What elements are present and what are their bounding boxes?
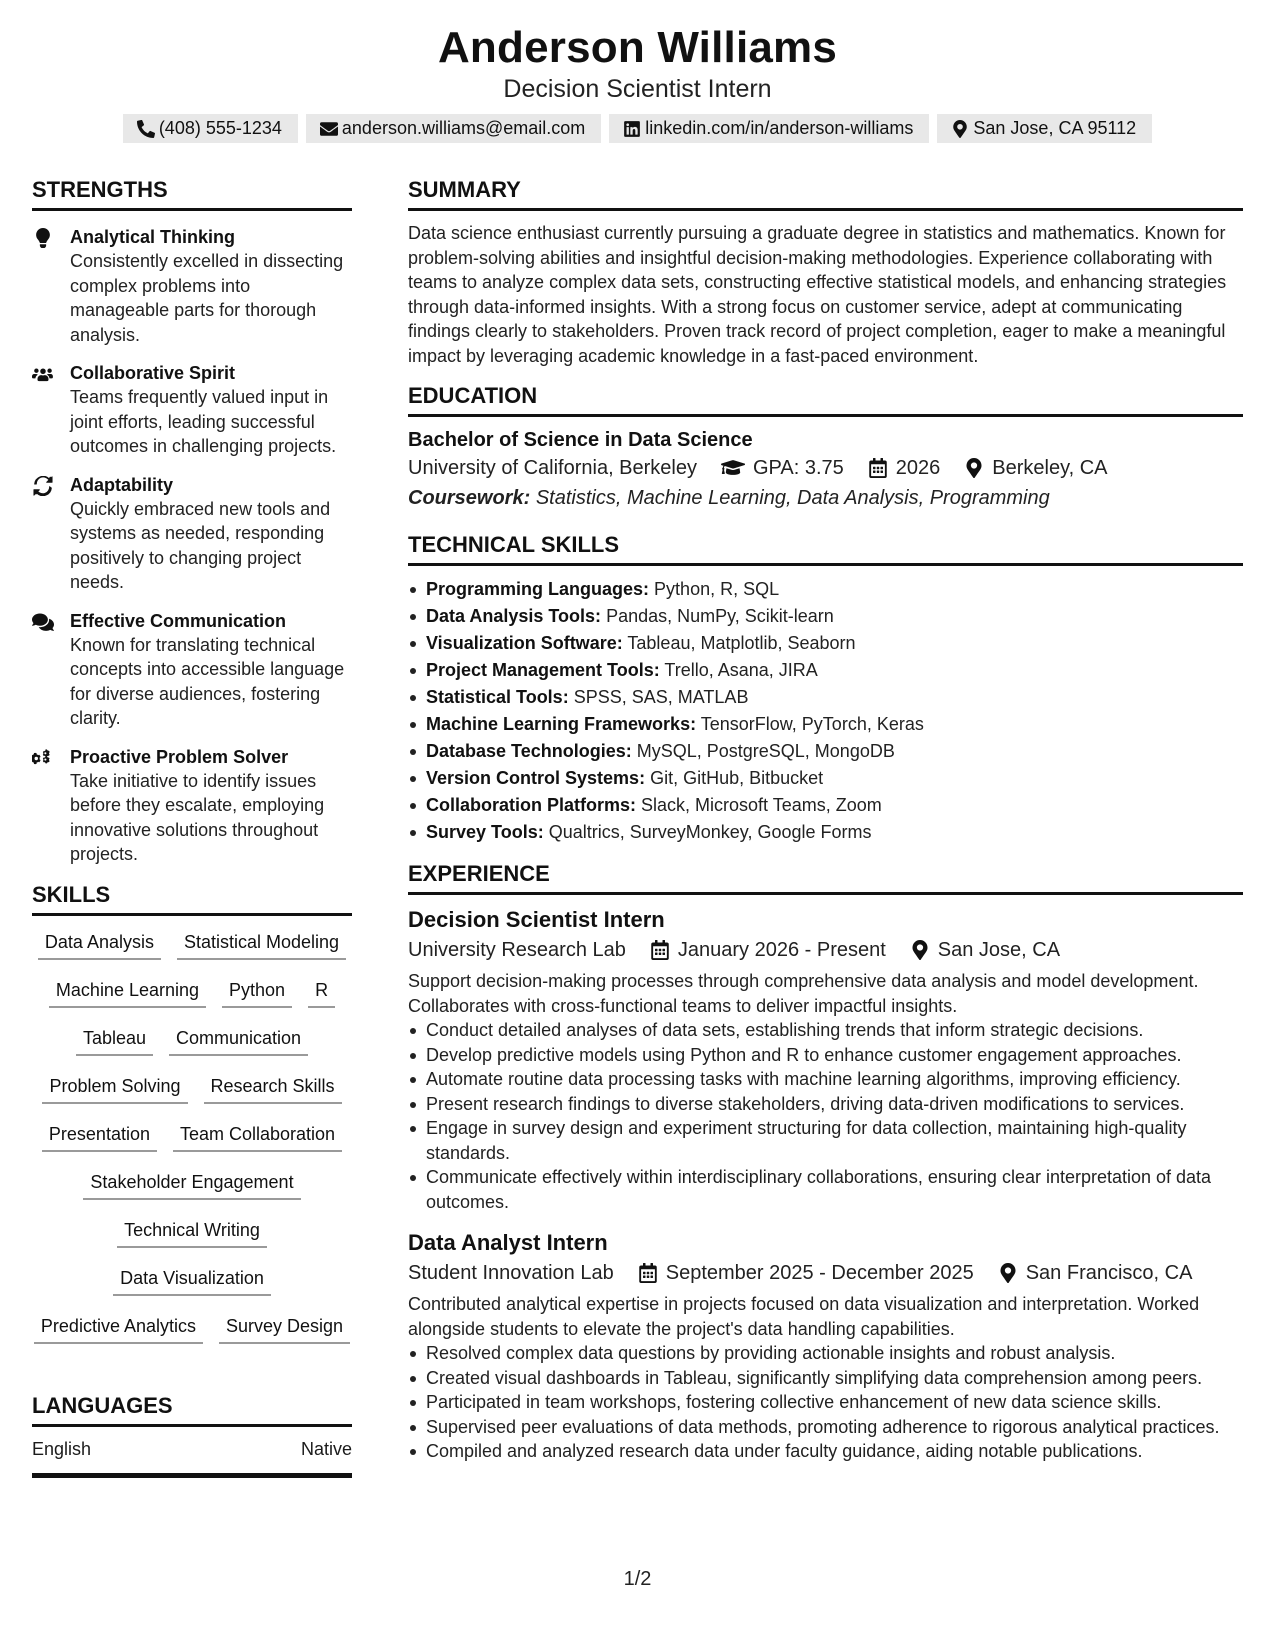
- list-item: Compiled and analyzed research data under faculty guidance, aiding notable publications.: [408, 1439, 1243, 1464]
- coursework-list: Statistics, Machine Learning, Data Analysis, Programming: [535, 487, 1050, 509]
- strength-item: [32, 473, 352, 595]
- job-title: Decision Scientist Intern: [408, 907, 665, 932]
- experience-entry: [408, 905, 1243, 1214]
- list-item: Created visual dashboards in Tableau, significantly simplifying data comprehension among peers.: [408, 1366, 1243, 1391]
- coursework-label: Coursework:: [408, 487, 531, 509]
- skill-tag: Machine Learning: [49, 978, 206, 1008]
- language-level: Native: [300, 1438, 352, 1459]
- list-item: Resolved complex data questions by providing actionable insights and robust analysis.: [408, 1341, 1243, 1366]
- skill-tag: Stakeholder Engagement: [83, 1170, 300, 1200]
- skill-tag: Data Visualization: [113, 1266, 271, 1296]
- experience-heading: EXPERIENCE: [408, 860, 1243, 895]
- list-item: Version Control Systems: Git, GitHub, Bitbucket: [408, 765, 1243, 792]
- job-meta: [408, 1258, 1243, 1288]
- strength-name: Effective Communication: [70, 610, 287, 631]
- list-item: Visualization Software: Tableau, Matplotlib, Seaborn: [408, 630, 1243, 657]
- languages-heading: LANGUAGES: [32, 1392, 352, 1427]
- list-item: Statistical Tools: SPSS, SAS, MATLAB: [408, 684, 1243, 711]
- list-item: Database Technologies: MySQL, PostgreSQL, MongoDB: [408, 738, 1243, 765]
- language-name: English: [32, 1438, 92, 1459]
- contact-text: linkedin.com/in/anderson-williams: [645, 118, 914, 138]
- education-location: Berkeley, CA: [992, 457, 1108, 479]
- contact-text: (408) 555-1234: [158, 118, 282, 138]
- skill-tag: Predictive Analytics: [34, 1314, 203, 1344]
- list-item: Present research findings to diverse stakeholders, driving data-driven modifications to services.: [408, 1092, 1243, 1117]
- resume-header: [0, 0, 1275, 143]
- linkedin-icon: [623, 120, 641, 138]
- education-degree: Bachelor of Science in Data Science: [408, 429, 753, 451]
- strength-desc: Consistently excelled in dissecting complex problems into manageable parts for thorough analysis.: [70, 251, 344, 345]
- comments-icon: [32, 612, 54, 632]
- job-bullets: [408, 1018, 1243, 1214]
- job-description: Contributed analytical expertise in projects focused on data visualization and interpretation. Worked alongside students to elevate the project's data handling capabilities.: [408, 1294, 1200, 1339]
- skill-tag: Research Skills: [204, 1074, 342, 1104]
- job-company: Student Innovation Lab: [408, 1262, 614, 1284]
- job-dates: September 2025 - December 2025: [665, 1262, 974, 1284]
- list-item: Project Management Tools: Trello, Asana, JIRA: [408, 657, 1243, 684]
- skill-tag: Survey Design: [219, 1314, 350, 1344]
- strength-name: Proactive Problem Solver: [70, 746, 289, 767]
- education-gpa: GPA: 3.75: [753, 457, 844, 479]
- graduation-cap-icon: [721, 458, 745, 478]
- list-item: Communicate effectively within interdisciplinary collaborations, ensuring clear interpretation of data outcomes.: [408, 1165, 1243, 1214]
- list-item: Develop predictive models using Python and R to enhance customer engagement approaches.: [408, 1043, 1243, 1068]
- skill-tag: Technical Writing: [117, 1218, 267, 1248]
- job-company: University Research Lab: [408, 939, 626, 961]
- skill-tag: Python: [222, 978, 292, 1008]
- right-column: [408, 176, 1243, 1478]
- education-school: University of California, Berkeley: [408, 457, 697, 479]
- skill-tag: Communication: [169, 1026, 308, 1056]
- job-title: Data Analyst Intern: [408, 1230, 608, 1255]
- contact-text: anderson.williams@email.com: [341, 118, 586, 138]
- strength-item: [32, 745, 352, 867]
- contact-phone: [123, 114, 298, 143]
- contact-linkedin: [609, 114, 929, 143]
- education-year: 2026: [895, 457, 941, 479]
- education-meta: [408, 453, 1243, 483]
- strengths-heading: STRENGTHS: [32, 176, 352, 211]
- skill-tag: Presentation: [42, 1122, 157, 1152]
- strength-desc: Known for translating technical concepts into accessible language for diverse audiences, fostering clarity.: [70, 634, 345, 728]
- language-row: [32, 1427, 352, 1478]
- experience-entry: [408, 1228, 1243, 1464]
- map-pin-icon: [951, 120, 969, 138]
- candidate-name: Anderson Williams: [437, 23, 838, 72]
- job-description: Support decision-making processes through comprehensive data analysis and model development. Collaborates with cross-functional teams to deliver impactful insights.: [408, 971, 1199, 1016]
- map-pin-icon: [910, 940, 930, 960]
- map-pin-icon: [998, 1263, 1018, 1283]
- page-number: 1/2: [623, 1568, 652, 1590]
- list-item: Participated in team workshops, fostering collective enhancement of new data science skills.: [408, 1390, 1243, 1415]
- contact-text: San Jose, CA 95112: [973, 118, 1137, 138]
- envelope-icon: [320, 120, 338, 138]
- job-location: San Jose, CA: [937, 939, 1061, 961]
- technical-skills-list: [408, 576, 1243, 846]
- users-icon: [32, 364, 54, 384]
- job-dates: January 2026 - Present: [677, 939, 886, 961]
- contact-row: [0, 114, 1275, 143]
- calendar-icon: [650, 940, 670, 960]
- summary-heading: SUMMARY: [408, 176, 1243, 211]
- list-item: Data Analysis Tools: Pandas, NumPy, Scikit-learn: [408, 603, 1243, 630]
- list-item: Machine Learning Frameworks: TensorFlow, PyTorch, Keras: [408, 711, 1243, 738]
- contact-email: [306, 114, 601, 143]
- list-item: Programming Languages: Python, R, SQL: [408, 576, 1243, 603]
- list-item: Conduct detailed analyses of data sets, establishing trends that inform strategic decisions.: [408, 1018, 1243, 1043]
- lightbulb-icon: [32, 228, 54, 248]
- candidate-title: Decision Scientist Intern: [503, 75, 772, 103]
- strength-desc: Take initiative to identify issues before they escalate, employing innovative solutions throughout projects.: [70, 770, 325, 864]
- calendar-icon: [868, 458, 888, 478]
- cogs-icon: [32, 748, 54, 768]
- list-item: Engage in survey design and experiment structuring for data collection, maintaining high-quality standards.: [408, 1116, 1243, 1165]
- list-item: Collaboration Platforms: Slack, Microsoft Teams, Zoom: [408, 792, 1243, 819]
- job-meta: [408, 935, 1243, 965]
- skill-tag: Data Analysis: [38, 930, 161, 960]
- list-item: Automate routine data processing tasks with machine learning algorithms, improving efficiency.: [408, 1067, 1243, 1092]
- strength-desc: Teams frequently valued input in joint efforts, leading successful outcomes in challenging projects.: [70, 387, 337, 456]
- skill-tag: Team Collaboration: [173, 1122, 342, 1152]
- contact-location: [937, 114, 1152, 143]
- skills-heading: SKILLS: [32, 881, 352, 916]
- education-coursework: [408, 483, 1243, 513]
- skill-tag: Problem Solving: [42, 1074, 187, 1104]
- strength-item: [32, 609, 352, 731]
- list-item: Survey Tools: Qualtrics, SurveyMonkey, Google Forms: [408, 819, 1243, 846]
- skill-tag: R: [308, 978, 335, 1008]
- skills-list: [32, 926, 352, 1362]
- skill-tag: Tableau: [76, 1026, 153, 1056]
- strength-item: [32, 361, 352, 459]
- education-heading: EDUCATION: [408, 382, 1243, 417]
- technical-skills-heading: TECHNICAL SKILLS: [408, 531, 1243, 566]
- map-pin-icon: [964, 458, 984, 478]
- strength-desc: Quickly embraced new tools and systems as needed, responding positively to changing project needs.: [70, 498, 331, 592]
- calendar-icon: [638, 1263, 658, 1283]
- summary-text: Data science enthusiast currently pursuing a graduate degree in statistics and mathematics. Known for problem-solving abilities and insightful decision-making methodologies. Experience collaborating with teams to analyze complex data sets, constructing effective statistical models, and enhancing strategies through data-informed insights. With a strong focus on customer service, adept at communicating findings clearly to stakeholders. Proven track record of project completion, eager to make a meaningful impact by leveraging academic knowledge in a fast-paced environment.: [408, 223, 1227, 366]
- strength-name: Adaptability: [70, 474, 174, 495]
- job-location: San Francisco, CA: [1025, 1262, 1193, 1284]
- sync-icon: [32, 476, 54, 496]
- job-bullets: [408, 1341, 1243, 1464]
- left-column: [32, 176, 352, 1478]
- skill-tag: Statistical Modeling: [177, 930, 346, 960]
- phone-icon: [137, 120, 155, 138]
- strength-name: Analytical Thinking: [70, 227, 236, 247]
- strength-item: [32, 225, 352, 347]
- strength-name: Collaborative Spirit: [70, 363, 236, 383]
- list-item: Supervised peer evaluations of data methods, promoting adherence to rigorous analytical practices.: [408, 1415, 1243, 1440]
